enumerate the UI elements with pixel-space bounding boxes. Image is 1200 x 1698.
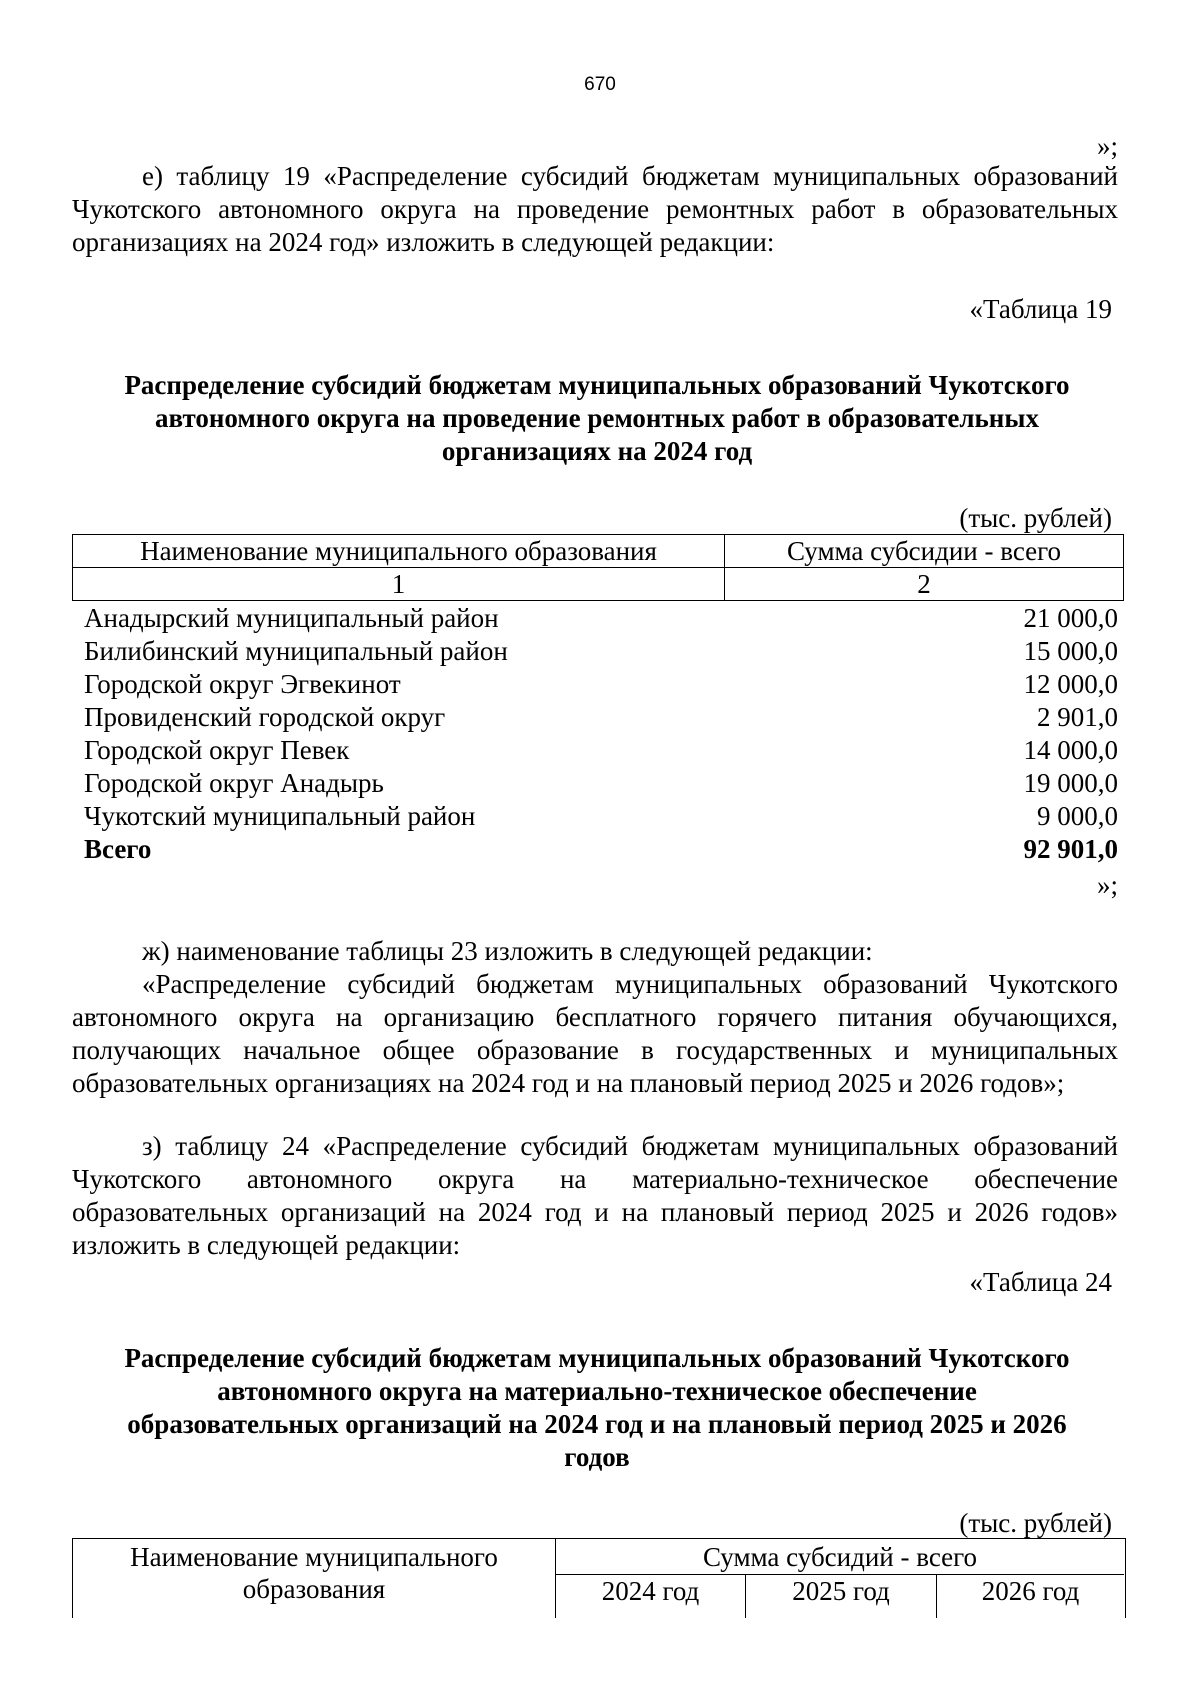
table-19-title-line: автономного округа на проведение ремонтных работ в образовательных xyxy=(155,403,1039,433)
paragraph-e-line-3: организациях на 2024 год» изложить в следующей редакции: xyxy=(72,227,775,257)
row-name: Билибинский муниципальный район xyxy=(84,636,508,666)
year-column-2024: 2024 год xyxy=(601,1576,700,1606)
table-row xyxy=(72,635,1118,668)
paragraph-z-line-4: изложить в следующей редакции: xyxy=(72,1230,461,1260)
year-column-2026: 2026 год xyxy=(981,1576,1080,1606)
row-name: Городской округ Анадырь xyxy=(84,768,384,798)
table-24-header xyxy=(72,1538,1126,1618)
table-19-title-line: Распределение субсидий бюджетам муниципальных образований Чукотского xyxy=(124,370,1070,400)
table-19-label: «Таблица 19 xyxy=(969,294,1112,324)
paragraph-e-line-1: е) таблицу 19 «Распределение субсидий бюджетам муниципальных образований xyxy=(142,161,1118,191)
table-row xyxy=(72,767,1118,800)
total-value: 92 901,0 xyxy=(1023,834,1118,864)
paragraph-e-line-2: Чукотского автономного округа на проведение ремонтных работ в образовательных xyxy=(72,194,1118,224)
row-value: 19 000,0 xyxy=(1023,768,1118,798)
table-row xyxy=(72,701,1118,734)
column-header-name-line: образования xyxy=(242,1574,386,1604)
table-24-title-line: годов xyxy=(564,1442,630,1472)
paragraph-zh-quote-line: образовательных организациях на 2024 год и на плановый период 2025 и 2026 годов»; xyxy=(72,1068,1065,1098)
table-19-title-line: организациях на 2024 год xyxy=(441,436,753,466)
table-24-title-line: Распределение субсидий бюджетам муниципальных образований Чукотского xyxy=(124,1343,1070,1373)
row-name: Городской округ Певек xyxy=(84,735,350,765)
table-19-header xyxy=(72,534,1124,601)
row-value: 12 000,0 xyxy=(1023,669,1118,699)
table-row xyxy=(72,734,1118,767)
paragraph-zh-quote-line: получающих начальное общее образование в государственных и муниципальных xyxy=(72,1035,1118,1065)
table-19-body xyxy=(72,602,1118,866)
column-header-name: Наименование муниципального образования xyxy=(73,535,725,568)
table-24-units: (тыс. рублей) xyxy=(959,1508,1112,1538)
column-number: 1 xyxy=(73,568,725,601)
row-value: 2 901,0 xyxy=(1037,702,1118,732)
column-header-sum: Сумма субсидии - всего xyxy=(725,535,1124,568)
total-label: Всего xyxy=(84,834,152,864)
table-19-units: (тыс. рублей) xyxy=(959,503,1112,533)
row-value: 21 000,0 xyxy=(1023,603,1118,633)
table-row xyxy=(72,668,1118,701)
paragraph-z-line-2: Чукотского автономного округа на материально-техническое обеспечение xyxy=(72,1164,1118,1194)
page-number: 670 xyxy=(584,74,616,95)
paragraph-zh-quote-line: автономного округа на организацию бесплатного горячего питания обучающихся, xyxy=(72,1002,1118,1032)
paragraph-zh-quote-line: «Распределение субсидий бюджетам муниципальных образований Чукотского xyxy=(142,969,1118,999)
row-name: Городской округ Эгвекинот xyxy=(84,669,401,699)
closing-quote-mark: »; xyxy=(1096,131,1118,161)
row-value: 15 000,0 xyxy=(1023,636,1118,666)
column-header-sum: Сумма субсидий - всего xyxy=(702,1542,978,1572)
table-row xyxy=(72,602,1118,635)
paragraph-z-line-3: образовательных организаций на 2024 год и на плановый период 2025 и 2026 годов» xyxy=(72,1197,1118,1227)
row-value: 14 000,0 xyxy=(1023,735,1118,765)
paragraph-z-line-1: з) таблицу 24 «Распределение субсидий бюджетам муниципальных образований xyxy=(142,1131,1118,1161)
row-name: Провиденский городской округ xyxy=(84,702,446,732)
table-19-closing-mark: »; xyxy=(1096,870,1118,900)
row-value: 9 000,0 xyxy=(1037,801,1118,831)
column-header-name-line: Наименование муниципального xyxy=(130,1542,498,1572)
table-24-title-line: автономного округа на материально-техническое обеспечение xyxy=(217,1376,977,1406)
table-total-row xyxy=(72,833,1118,866)
table-24-title-line: образовательных организаций на 2024 год и на плановый период 2025 и 2026 xyxy=(127,1409,1067,1439)
paragraph-zh-line-1: ж) наименование таблицы 23 изложить в следующей редакции: xyxy=(142,936,873,966)
table-row xyxy=(72,800,1118,833)
row-name: Чукотский муниципальный район xyxy=(84,801,476,831)
row-name: Анадырский муниципальный район xyxy=(84,603,499,633)
year-column-2025: 2025 год xyxy=(792,1576,890,1606)
table-24-label: «Таблица 24 xyxy=(969,1267,1112,1297)
column-number: 2 xyxy=(725,568,1124,601)
